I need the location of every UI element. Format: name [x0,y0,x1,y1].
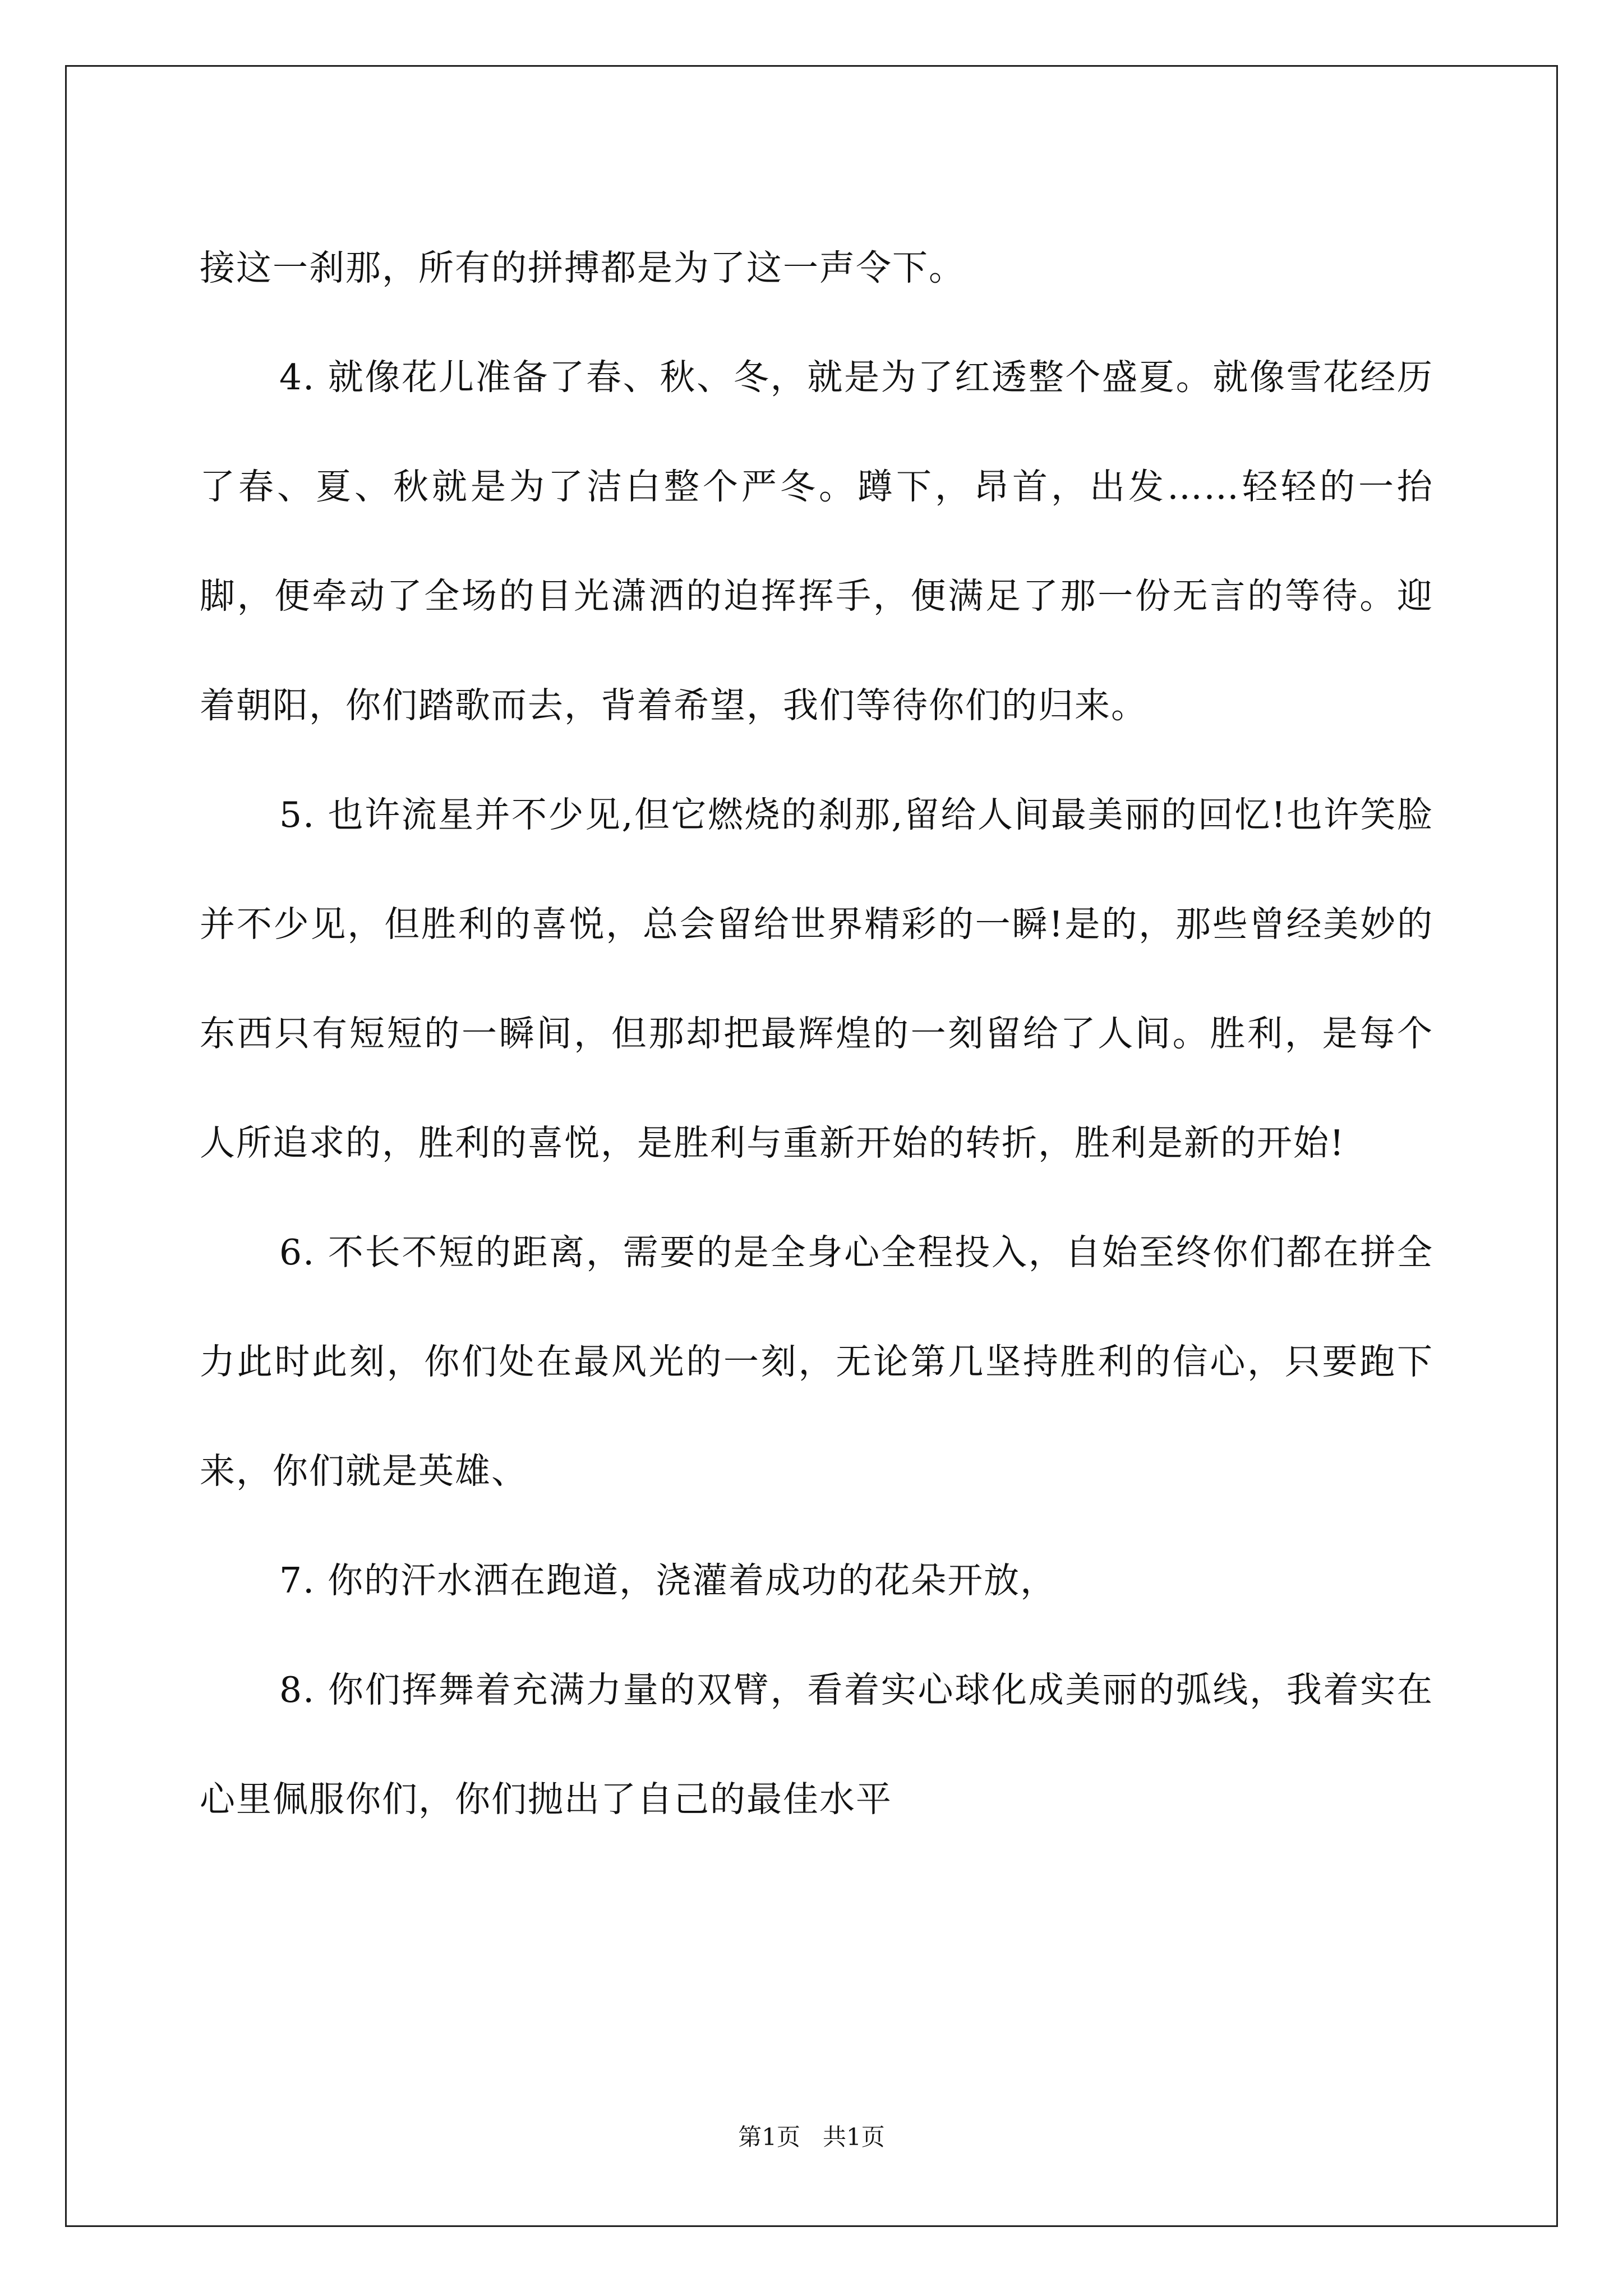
paragraph-item-6: 6. 不长不短的距离，需要的是全身心全程投入，自始至终你们都在拼全力此时此刻，你们处在最风光的一刻，无论第几坚持胜利的信心，只要跑下来，你们就是英雄、 [200,1232,1433,1492]
page-footer: 第1页 共1页 [738,2123,885,2151]
paragraph-continuation: 接这一刹那，所有的拼搏都是为了这一声令下。 [200,247,965,288]
paragraph-item-4: 4. 就像花儿准备了春、秋、冬，就是为了红透整个盛夏。就像雪花经历了春、夏、秋就是为了洁白整个严冬。蹲下，昂首，出发……轻轻的一抬脚，便牵动了全场的目光潇洒的迫挥挥手，便满足了那一份无言的等待。迎着朝阳，你们踏歌而去，背着希望，我们等待你们的归来。 [200,357,1433,726]
paragraph-item-8: 8. 你们挥舞着充满力量的双臂，看着实心球化成美丽的弧线，我着实在心里佩服你们，你们抛出了自己的最佳水平 [200,1669,1433,1820]
document-body [200,213,1433,1854]
paragraph-item-5: 5. 也许流星并不少见,但它燃烧的刹那,留给人间最美丽的回忆!也许笑脸并不少见，但胜利的喜悦，总会留给世界精彩的一瞬!是的，那些曾经美妙的东西只有短短的一瞬间，但那却把最辉煌的一刻留给了人间。胜利，是每个人所追求的，胜利的喜悦，是胜利与重新开始的转折，胜利是新的开始! [200,794,1433,1163]
paragraph-item-7: 7. 你的汗水洒在跑道，浇灌着成功的花朵开放， [279,1560,1057,1601]
